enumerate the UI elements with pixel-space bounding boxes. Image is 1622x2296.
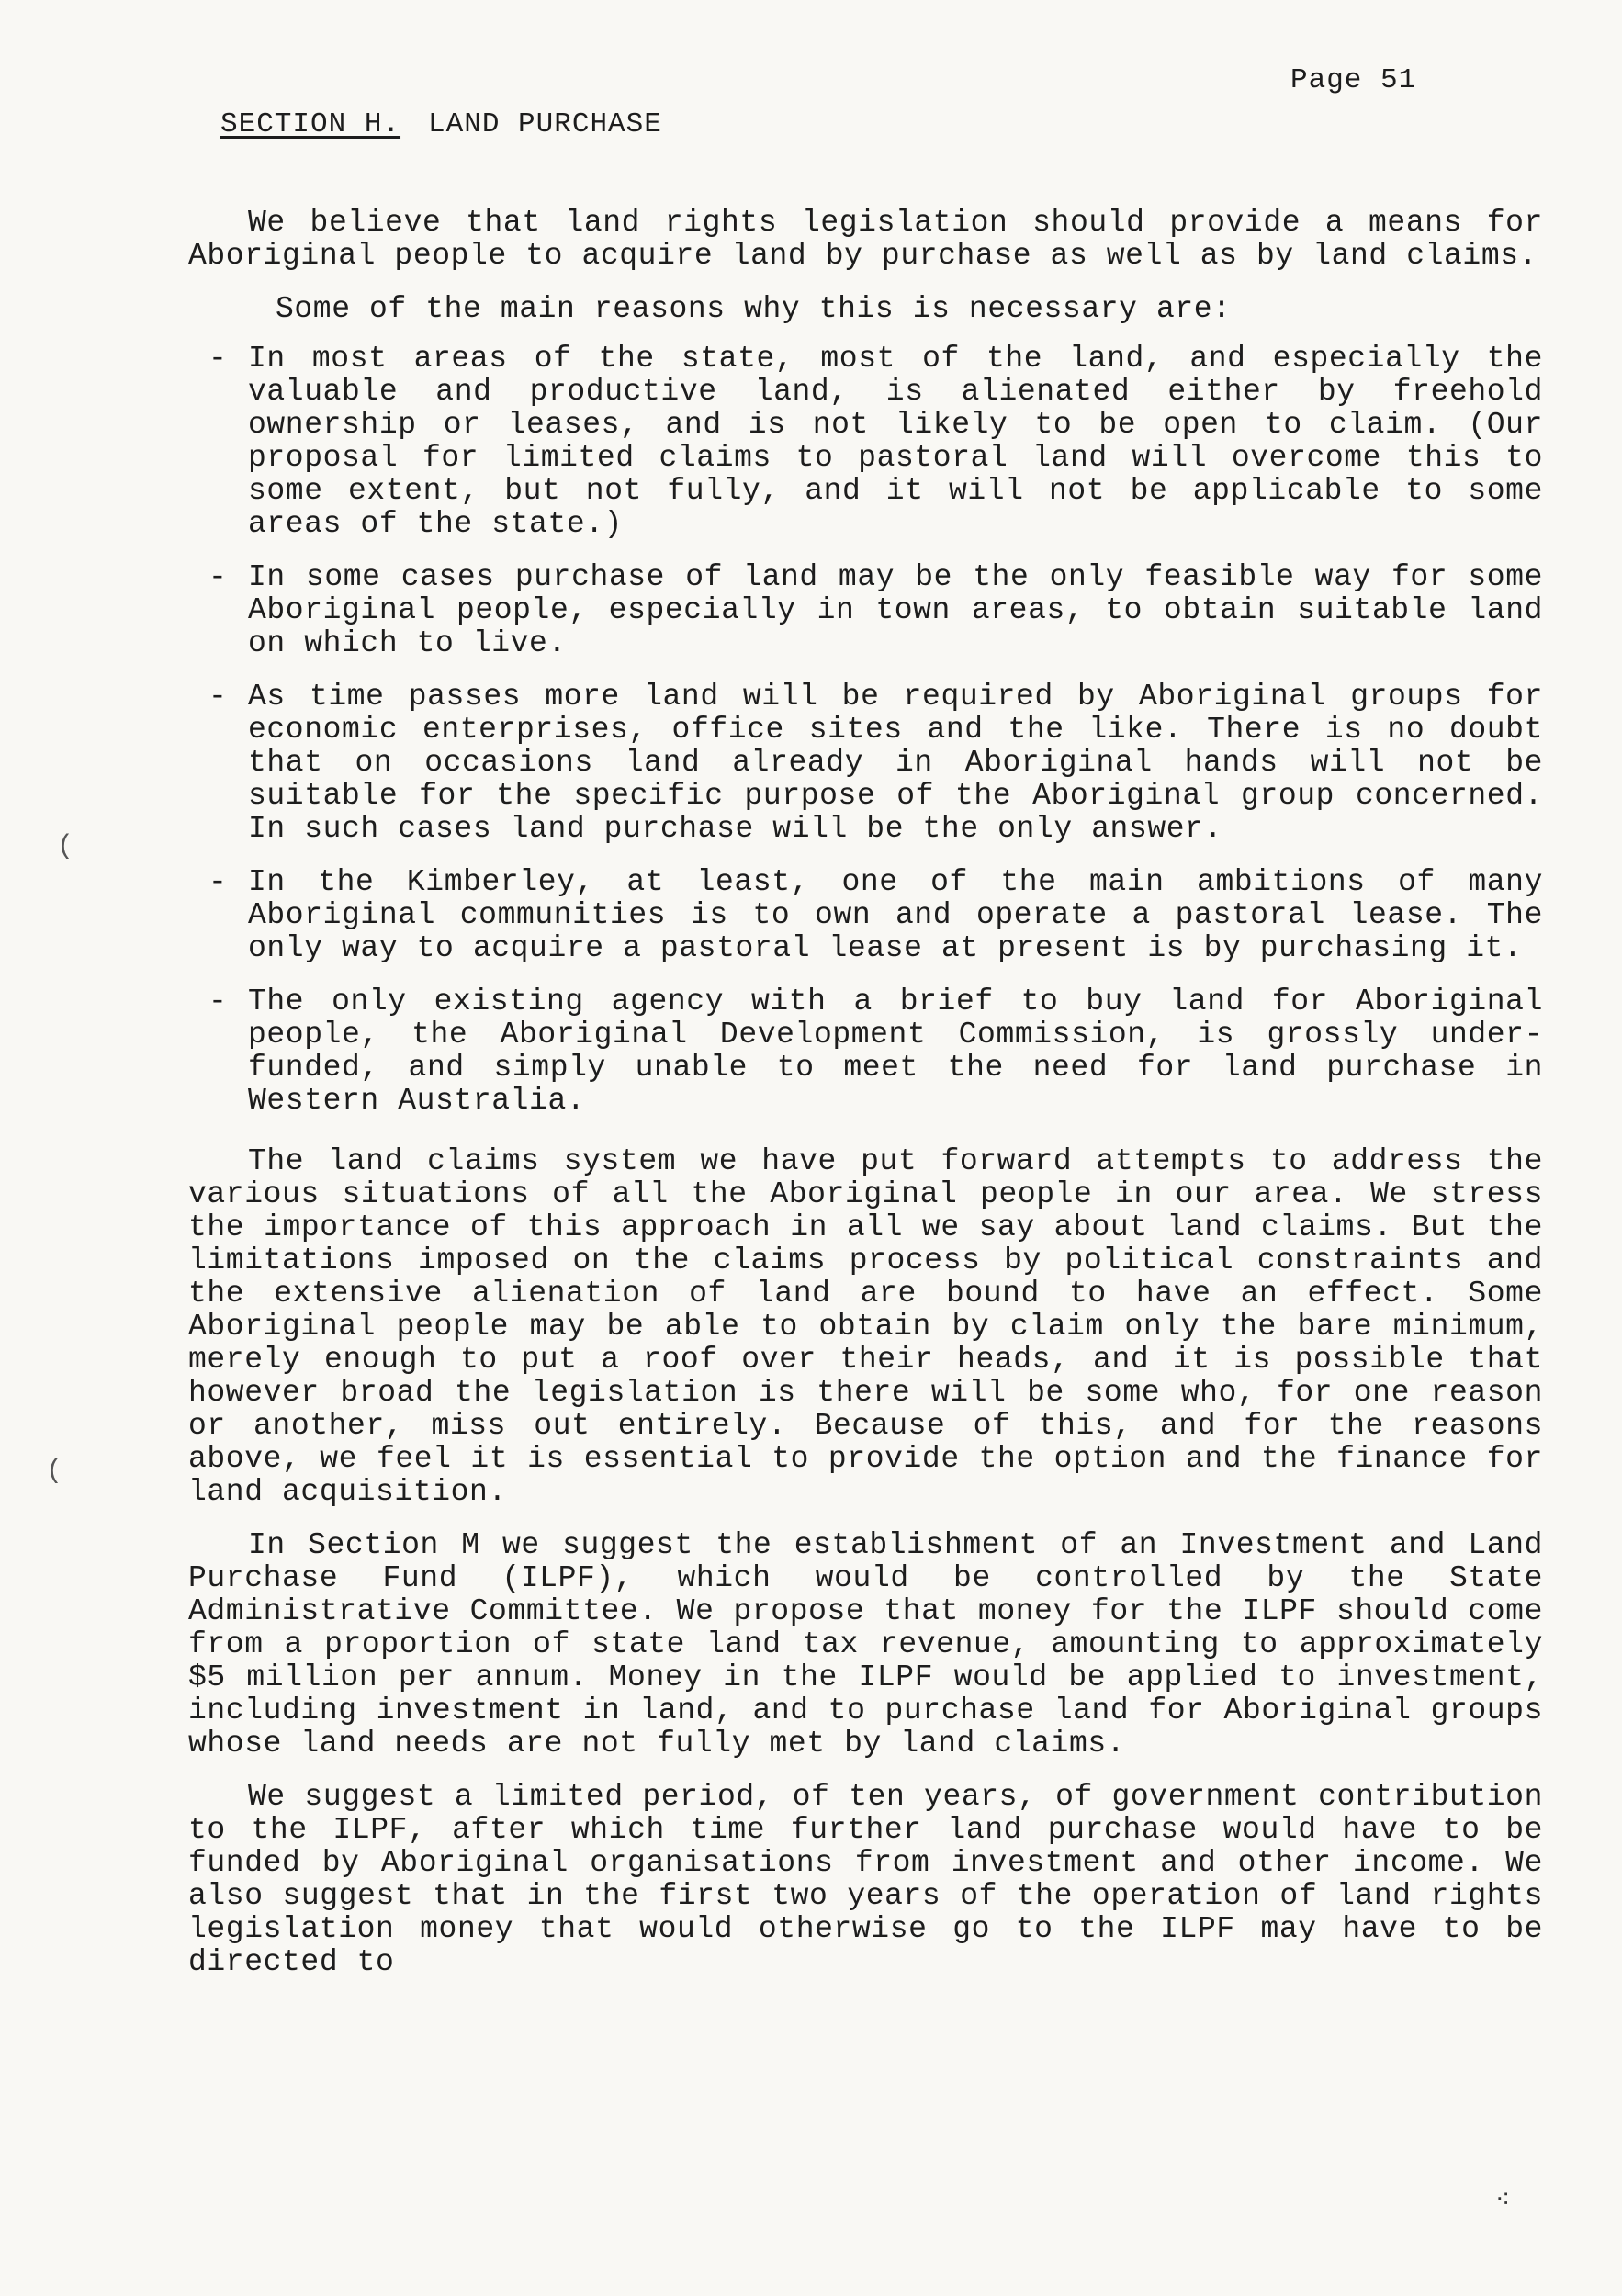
reason-text: As time passes more land will be required by Aboriginal groups for economic enterprises, office sites and the like. There is no doubt that on occasions land already in Aboriginal hands will not be suitable for the specific purpose of the Aboriginal group concerned. In such cases land purchase will be the only answer. — [248, 680, 1543, 846]
scan-speck: ⁖ — [1495, 2188, 1511, 2216]
section-label: SECTION H. — [220, 108, 401, 141]
reason-item — [188, 343, 1543, 541]
scan-mark: ( — [46, 1456, 63, 1487]
section-title: LAND PURCHASE — [428, 108, 662, 141]
reason-text: In most areas of the state, most of the land, and especially the valuable and productive land, is alienated either by freehold ownership or leases, and is not likely to be open to claim. (Our proposal for limited claims to pastoral land will overcome this to some extent, but not fully, and it will not be applicable to some areas of the state.) — [248, 342, 1543, 541]
bullet-dash: - — [208, 560, 228, 594]
bullet-dash: - — [208, 985, 228, 1019]
opening-paragraph: We believe that land rights legislation should provide a means for Aboriginal people to acquire land by purchase as well as by land claims. — [188, 206, 1543, 273]
reason-text: The only existing agency with a brief to buy land for Aboriginal people, the Aboriginal Development Commission, is grossly under-funded, and simply unable to meet the need for land purchase in Western Australia. — [248, 985, 1543, 1118]
body-paragraph: We suggest a limited period, of ten years, of government contribution to the ILPF, after which time further land purchase would have to be funded by Aboriginal organisations from investment and other income. We also suggest that in the first two years of the operation of land rights legislation money that would otherwise go to the ILPF may have to be directed to — [188, 1780, 1543, 1979]
reason-text: In the Kimberley, at least, one of the main ambitions of many Aboriginal communities is to own and operate a pastoral lease. The only way to acquire a pastoral lease at present is by purchasing it. — [248, 865, 1543, 965]
reason-item — [188, 561, 1543, 660]
scan-mark: ( — [57, 831, 74, 862]
bullet-dash: - — [208, 865, 228, 899]
reason-item — [188, 681, 1543, 846]
reason-item — [188, 985, 1543, 1118]
bullet-dash: - — [208, 680, 228, 714]
body-paragraph: In Section M we suggest the establishment of an Investment and Land Purchase Fund (ILPF), which would be controlled by the State Administrative Committee. We propose that money for the ILPF should come from a proportion of state land tax revenue, amounting to approximately $5 million per annum. Money in the ILPF would be applied to investment, including investment in land, and to purchase land for Aboriginal groups whose land needs are not fully met by land claims. — [188, 1528, 1543, 1761]
reason-text: In some cases purchase of land may be the only feasible way for some Aboriginal people, especially in town areas, to obtain suitable land on which to live. — [248, 560, 1543, 660]
section-heading — [220, 108, 662, 141]
reason-item — [188, 866, 1543, 965]
reasons-intro: Some of the main reasons why this is necessary are: — [276, 292, 1232, 326]
bullet-dash: - — [208, 342, 228, 376]
page-number: Page 51 — [1290, 64, 1417, 96]
reasons-list — [188, 343, 1543, 1118]
body-paragraph: The land claims system we have put forward attempts to address the various situations of all the Aboriginal people in our area. We stress the importance of this approach in all we say about land claims. But the limitations imposed on the claims process by political constraints and the extensive alienation of land are bound to have an effect. Some Aboriginal people may be able to obtain by claim only the bare minimum, merely enough to put a roof over their heads, and it is possible that however broad the legislation is there will be some who, for one reason or another, miss out entirely. Because of this, and for the reasons above, we feel it is essential to provide the option and the finance for land acquisition. — [188, 1144, 1543, 1509]
body-text — [188, 207, 1543, 1999]
